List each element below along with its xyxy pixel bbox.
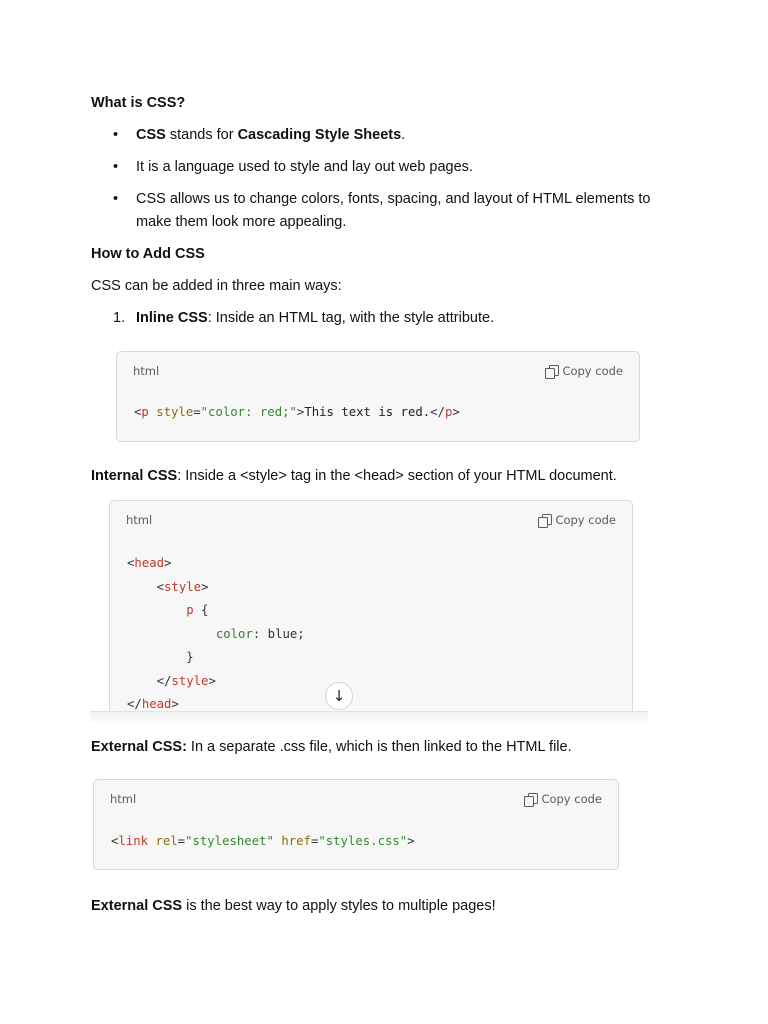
how-to-intro: CSS can be added in three main ways:: [91, 278, 342, 294]
document-body: [91, 92, 671, 329]
section-heading-how-to-add: How to Add CSS: [91, 246, 205, 262]
code-language-label: html: [110, 792, 137, 806]
code-language-label: html: [133, 364, 160, 378]
code-block-internal: [109, 500, 633, 711]
code-content: <head> <style> p { color: blue; } </style> </head>: [127, 556, 305, 711]
list-item: • CSS allows us to change colors, fonts, spacing, and layout of HTML elements to make them look more appealing.: [91, 188, 671, 234]
copy-code-label: Copy code: [555, 513, 616, 527]
code-content: <link rel="stylesheet" href="styles.css">: [111, 834, 415, 848]
code-block-internal-viewport: [90, 496, 650, 711]
internal-css-paragraph: Internal CSS: Inside a <style> tag in the <head> section of your HTML document.: [91, 468, 617, 484]
arrow-down-icon: ↓: [332, 687, 346, 705]
code-header: [110, 792, 602, 810]
copy-code-label: Copy code: [562, 364, 623, 378]
code-block-inline: [116, 351, 640, 442]
code-language-label: html: [126, 513, 153, 527]
copy-icon: [524, 793, 537, 806]
scroll-shadow: [90, 711, 648, 724]
copy-code-label: Copy code: [541, 792, 602, 806]
scroll-down-button[interactable]: [325, 682, 353, 710]
code-block-external: [93, 779, 619, 870]
ways-list: [91, 307, 671, 329]
copy-code-button[interactable]: [524, 792, 602, 806]
closing-paragraph: External CSS is the best way to apply styles to multiple pages!: [91, 898, 496, 914]
external-css-paragraph: External CSS: In a separate .css file, which is then linked to the HTML file.: [91, 739, 572, 755]
copy-icon: [545, 365, 558, 378]
copy-code-button[interactable]: [538, 513, 616, 527]
list-item: • It is a language used to style and lay out web pages.: [91, 156, 671, 179]
copy-code-button[interactable]: [545, 364, 623, 378]
list-item-inline-css: 1. Inline CSS: Inside an HTML tag, with the style attribute.: [113, 310, 495, 326]
copy-icon: [538, 514, 551, 527]
section-heading-what-is-css: What is CSS?: [91, 95, 186, 111]
code-header: [133, 364, 623, 382]
what-is-css-list: [91, 124, 671, 234]
code-header: [126, 513, 616, 531]
code-content: <p style="color: red;">This text is red.</p>: [134, 405, 460, 419]
list-item: • CSS stands for Cascading Style Sheets.: [91, 124, 671, 147]
